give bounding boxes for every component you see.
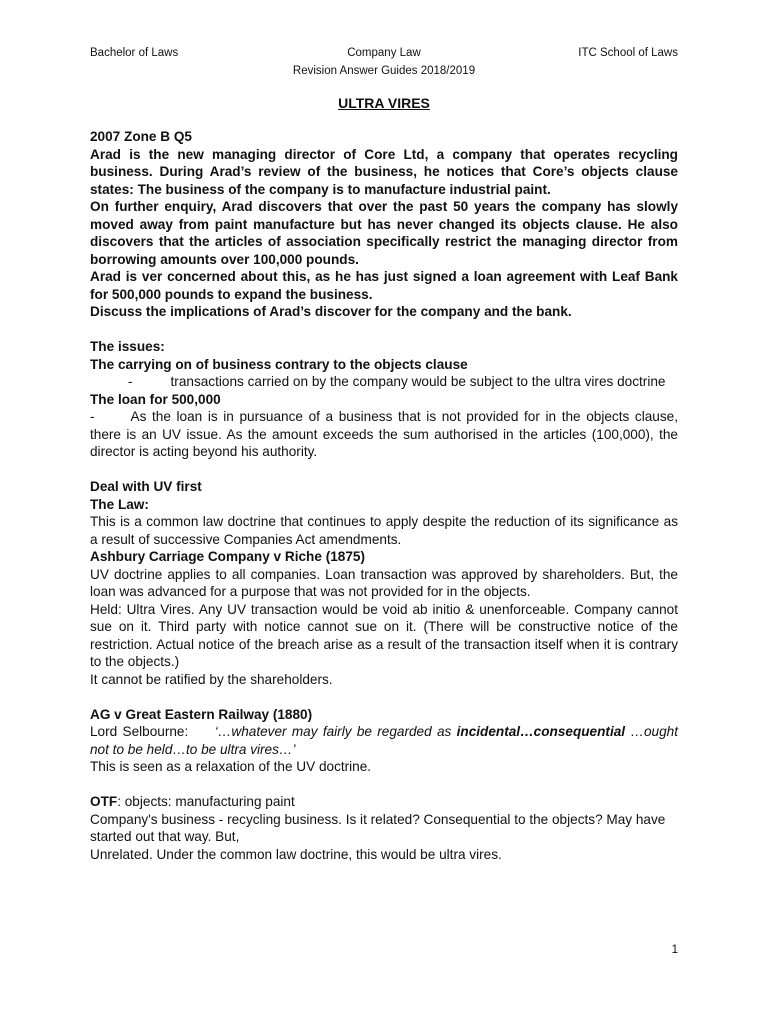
case-1-title: Ashbury Carriage Company v Riche (1875) (90, 549, 365, 564)
header-right: ITC School of Laws (578, 47, 678, 59)
case-2-quote (90, 723, 678, 758)
otf-line-3: Unrelated. Under the common law doctrine, this would be ultra vires. (90, 846, 502, 862)
issue-2-heading: The loan for 500,000 (90, 391, 221, 407)
issue-1-item (90, 373, 678, 391)
case-2-title: AG v Great Eastern Railway (1880) (90, 706, 313, 722)
question-para-1: Arad is the new managing director of Core Ltd, a company that operates recycling business. During Arad’s review of the business, he notices that Core’s objects clause states: The business of the company is to manufacture industrial paint. (90, 146, 678, 197)
page-title: ULTRA VIRES (338, 95, 430, 111)
case-2-text: This is seen as a relaxation of the UV doctrine. (90, 759, 372, 774)
issue-2-dash: - (90, 409, 95, 424)
case-2-quote-part-2: …ought not to be held…to be ultra vires…’ (90, 724, 679, 757)
question-para-3: Arad is ver concerned about this, as he has just signed a loan agreement with Leaf Bank for 500,000 pounds to expand the business. (90, 269, 678, 302)
otf-line-1 (90, 793, 678, 811)
otf-label: OTF (90, 794, 118, 809)
issue-1-dash: - (128, 374, 133, 389)
uv-heading: Deal with UV first (90, 479, 202, 494)
otf-line-2: Company's business - recycling business. Is it related? Consequential to the objects? May have started out that way. But, (90, 811, 666, 844)
page-number: 1 (671, 944, 678, 956)
question-ref: 2007 Zone B Q5 (90, 129, 192, 144)
case-1-text-2: Held: Ultra Vires. Any UV transaction would be void ab initio & unenforceable. Company cannot sue on it. Third party with notice cannot sue on it. (There will be constructive notice of the restriction. Actual notice of the breach arise as a result of the transaction itself when it is contrary to the objects.) (90, 601, 678, 669)
document-body (90, 128, 678, 863)
otf-text: : objects: manufacturing paint (117, 794, 295, 809)
issue-2-text: As the loan is in pursuance of a business that is not provided for in the objects clause, there is an UV issue. As the amount exceeds the sum authorised in the articles (100,000), the director is acting beyond his authority. (90, 409, 678, 459)
issues-heading: The issues: (90, 339, 165, 354)
case-1-text-3: It cannot be ratified by the shareholders. (90, 671, 333, 687)
law-heading: The Law: (90, 496, 149, 512)
case-1-text-1: UV doctrine applies to all companies. Loan transaction was approved by shareholders. But, the loan was advanced for a purpose that was not provided for in the objects. (90, 566, 678, 599)
case-2-quote-part-1: ‘…whatever may fairly be regarded as (214, 724, 452, 739)
issue-1-heading: The carrying on of business contrary to the objects clause (90, 356, 468, 372)
header-left: Bachelor of Laws (90, 47, 179, 59)
question-para-4: Discuss the implications of Arad’s discover for the company and the bank. (90, 304, 572, 319)
header-subtitle: Revision Answer Guides 2018/2019 (292, 65, 476, 77)
issue-2-item (90, 408, 678, 461)
case-2-quote-bold: incidental…consequential (456, 724, 626, 739)
header-center: Company Law (347, 47, 421, 59)
issue-1-text: transactions carried on by the company would be subject to the ultra vires doctrine (170, 374, 666, 389)
case-2-lead: Lord Selbourne: (90, 724, 189, 739)
law-text: This is a common law doctrine that continues to apply despite the reduction of its significance as a result of successive Companies Act amendments. (90, 514, 678, 547)
question-para-2: On further enquiry, Arad discovers that over the past 50 years the company has slowly moved away from paint manufacture but has never changed its objects clause. He also discovers that the articles of association specifically restrict the managing director from borrowing amounts over 100,000 pounds. (90, 199, 678, 267)
